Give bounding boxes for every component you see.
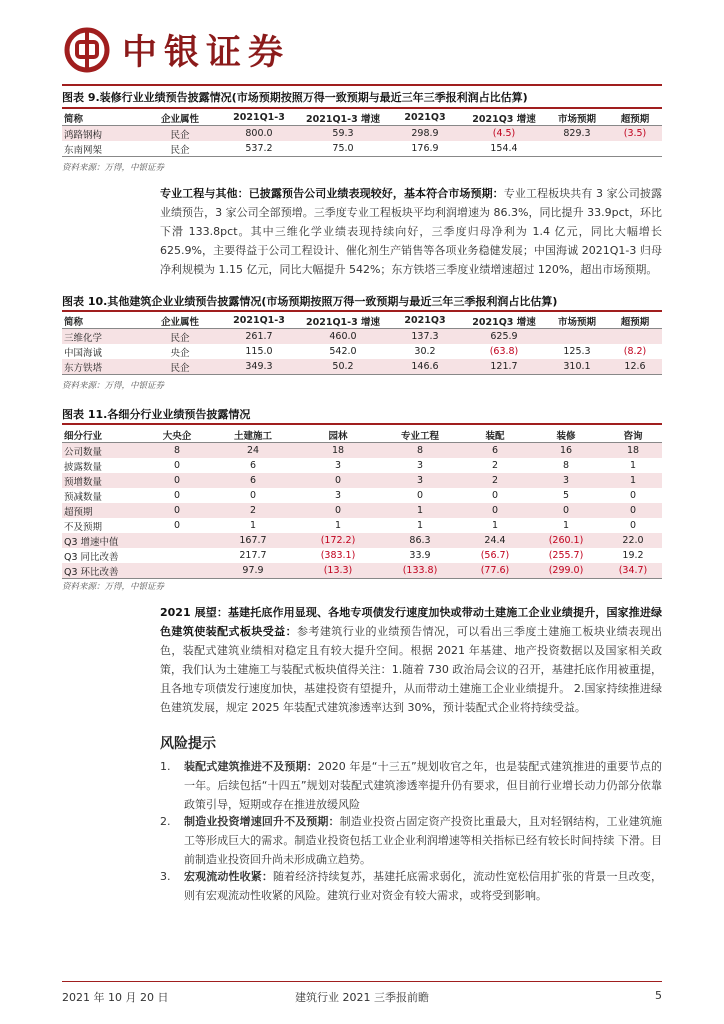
cell: 3	[334, 460, 342, 471]
cell: 0	[491, 490, 499, 501]
table-row	[62, 548, 662, 563]
table-row	[62, 518, 662, 533]
fig9-table	[62, 110, 662, 157]
risk-lead: 装配式建筑推进不及预期：	[184, 760, 318, 773]
cell: (13.3)	[298, 563, 378, 579]
cell: 16	[528, 443, 604, 459]
cell: 24	[208, 443, 298, 459]
cell: 137.3	[388, 329, 462, 345]
cell: 0	[173, 490, 181, 501]
cell: 3	[416, 460, 424, 471]
cell: 0	[146, 473, 208, 488]
col-header: 简称	[62, 313, 140, 329]
table-row	[62, 563, 662, 579]
fig11-rule	[62, 423, 662, 425]
cell: 176.9	[388, 141, 462, 157]
fig11-source: 资料来源：万得，中银证券	[62, 582, 165, 592]
cell: 1	[378, 503, 462, 518]
col-header: 2021Q3 增速	[462, 313, 546, 329]
table-row	[62, 533, 662, 548]
cell: 1	[416, 520, 424, 531]
cell: 8	[378, 443, 462, 459]
cell: 1	[491, 520, 499, 531]
col-header: 咨询	[604, 427, 662, 443]
cell	[146, 533, 208, 548]
cell: (34.7)	[604, 563, 662, 579]
col-header: 大央企	[146, 427, 208, 443]
cell: 30.2	[414, 346, 436, 357]
col-header: 2021Q3	[388, 110, 462, 126]
fig10-source: 资料来源：万得，中银证券	[62, 381, 165, 391]
fig9-title: 图表 9.装修行业业绩预告披露情况(市场预期按照万得一致预期与最近三年三季报利润占比估算)	[62, 91, 528, 104]
cell: 东方铁塔	[62, 359, 140, 375]
cell: 0	[173, 460, 181, 471]
fig11-table	[62, 427, 662, 579]
col-header: 细分行业	[62, 427, 146, 443]
fig11-title: 图表 11.各细分行业业绩预告披露情况	[62, 408, 251, 421]
cell	[608, 141, 662, 157]
header-rule	[62, 84, 662, 86]
paragraph-lead: 专业工程与其他：已披露预告公司业绩表现较好，基本符合市场预期：	[160, 187, 504, 200]
cell: 预增数量	[62, 473, 146, 488]
col-header: 2021Q1-3 增速	[298, 313, 388, 329]
col-header: 2021Q3	[388, 313, 462, 329]
cell: (133.8)	[378, 563, 462, 579]
cell: 167.7	[208, 533, 298, 548]
cell: (3.5)	[608, 126, 662, 142]
cell: (255.7)	[548, 550, 584, 561]
col-header: 园林	[298, 427, 378, 443]
col-header: 市场预期	[546, 313, 608, 329]
col-header: 超预期	[608, 313, 662, 329]
footer-title: 建筑行业 2021 三季报前瞻	[295, 991, 429, 1004]
cell	[146, 563, 208, 579]
cell: 0	[249, 490, 257, 501]
risk-text: 2020 年是“十三五”规划收官之年，也是装配式建筑推进的重要节点的一年。后续包括“十四五”规划对装配式建筑渗透率提升仍有要求，但目前行业增长动力仍部分依靠政策引导，短期或存在推进放缓风险	[184, 760, 663, 811]
table-row	[62, 344, 662, 359]
cell: 800.0	[220, 126, 298, 142]
company-logo	[64, 26, 290, 74]
risk-text: 制造业投资占固定资产投资比重最大，且对轻钢结构，工业建筑施工等形成巨大的需求。制造业投资包括工业企业利润增速等相关指标已经有较长时间持续 下滑。目前制造业投资回升尚未形成确立趋势。	[184, 815, 663, 866]
cell: 民企	[140, 126, 220, 142]
col-header: 2021Q1-3	[220, 313, 298, 329]
table-row	[62, 503, 662, 518]
col-header: 2021Q1-3	[220, 110, 298, 126]
risk-text: 随着经济持续复苏，基建托底需求弱化，流动性宽松信用扩张的背景一旦改变，则有宏观流动性收紧的风险。建筑行业对资金有较大需求，或将受到影响。	[184, 870, 662, 902]
cell	[546, 329, 608, 345]
cell	[546, 141, 608, 157]
fig9-rule	[62, 107, 662, 109]
cell: 2	[208, 503, 298, 518]
cell: 0	[528, 503, 604, 518]
specialty-engineering-paragraph	[160, 184, 662, 279]
cell: 18	[604, 443, 662, 459]
cell: 不及预期	[64, 521, 103, 533]
cell: 披露数量	[64, 461, 103, 473]
cell: 0	[173, 520, 181, 531]
cell: 3	[528, 473, 604, 488]
cell: 12.6	[608, 359, 662, 375]
cell: 33.9	[409, 550, 431, 561]
col-header: 超预期	[608, 110, 662, 126]
cell: 1	[249, 520, 257, 531]
table-row	[62, 329, 662, 345]
fig10-title: 图表 10.其他建筑企业业绩预告披露情况(市场预期按照万得一致预期与最近三年三季报利润占比估算)	[62, 295, 558, 308]
risk-lead: 制造业投资增速回升不及预期：	[184, 815, 340, 828]
cell: 3	[334, 490, 342, 501]
cell: 预减数量	[64, 491, 103, 503]
paragraph-lead: 2021 展望：基建托底作用显现、各地专项债发行速度加快或带动土建施工企业业绩提升，国家推进绿色建筑使装配式板块受益：	[160, 606, 662, 638]
cell: 19.2	[622, 550, 644, 561]
risk-heading: 风险提示	[160, 736, 216, 752]
cell: 625.9	[462, 329, 546, 345]
fig10-table	[62, 313, 662, 375]
col-header: 2021Q3 增速	[462, 110, 546, 126]
cell: (299.0)	[528, 563, 604, 579]
col-header: 简称	[62, 110, 140, 126]
cell: 6	[208, 473, 298, 488]
risk-lead: 宏观流动性收紧：	[184, 870, 273, 883]
cell: 8	[562, 460, 570, 471]
page-number: 5	[655, 989, 662, 1002]
cell: 6	[462, 443, 528, 459]
cell: 东南网架	[62, 141, 140, 157]
cell: 59.3	[298, 126, 388, 142]
cell: 0	[629, 490, 637, 501]
risk-number: 1.	[160, 760, 171, 773]
risk-number: 3.	[160, 870, 171, 883]
cell: (63.8)	[489, 346, 519, 357]
cell: 民企	[140, 359, 220, 375]
cell: 125.3	[563, 346, 591, 357]
risk-item	[160, 812, 662, 869]
risk-item	[160, 757, 662, 814]
cell: 154.4	[462, 141, 546, 157]
cell: Q3 环比改善	[62, 563, 146, 579]
cell: 0	[604, 503, 662, 518]
cell: 2	[491, 460, 499, 471]
cell: 146.6	[388, 359, 462, 375]
cell: 542.0	[329, 346, 357, 357]
cell: 115.0	[245, 346, 273, 357]
cell: 3	[378, 473, 462, 488]
footer-date: 2021 年 10 月 20 日	[62, 991, 169, 1004]
cell: 0	[462, 503, 528, 518]
risk-item	[160, 867, 662, 905]
cell: 310.1	[546, 359, 608, 375]
fig9-source: 资料来源：万得，中银证券	[62, 163, 165, 173]
cell: 22.0	[604, 533, 662, 548]
cell	[608, 329, 662, 345]
cell: 75.0	[298, 141, 388, 157]
cell: 公司数量	[62, 443, 146, 459]
table-row	[62, 359, 662, 375]
cell: 24.4	[462, 533, 528, 548]
footer-rule	[62, 981, 662, 982]
table-row	[62, 488, 662, 503]
cell: (260.1)	[528, 533, 604, 548]
col-header: 市场预期	[546, 110, 608, 126]
cell: (77.6)	[462, 563, 528, 579]
cell: 97.9	[208, 563, 298, 579]
cell: 829.3	[546, 126, 608, 142]
table-row	[62, 141, 662, 157]
cell: 0	[298, 473, 378, 488]
cell: (56.7)	[480, 550, 510, 561]
cell: 0	[629, 520, 637, 531]
cell: 1	[604, 473, 662, 488]
cell: 民企	[140, 329, 220, 345]
cell: 央企	[170, 347, 190, 359]
cell: 86.3	[378, 533, 462, 548]
cell: (383.1)	[320, 550, 356, 561]
cell: 298.9	[388, 126, 462, 142]
cell: 6	[249, 460, 257, 471]
cell: 鸿路钢构	[62, 126, 140, 142]
cell: 2	[462, 473, 528, 488]
cell: 537.2	[220, 141, 298, 157]
col-header: 专业工程	[378, 427, 462, 443]
cell	[146, 548, 208, 563]
col-header: 装配	[462, 427, 528, 443]
fig10-rule	[62, 310, 662, 312]
cell: 349.3	[220, 359, 298, 375]
paragraph-text: 参考建筑行业的业绩预告情况，可以看出三季度土建施工板块业绩表现出色，装配式建筑业绩相对稳定且有较大提升空间。根据 2021 年基建、地产投资数据以及国家相关政策，我们认为土建施工与装配式板块值得关注：1.随着 730 政治局会议的召开，基建托底作用被重提，且各地专项债发行速度加快，基建投资有望提升，从而带动土建施工企业业绩提升。 2.国家持续推进绿色建筑发展，规定 2025 年装配式建筑渗透率达到 30%，预计装配式企业将持续受益。	[160, 625, 663, 714]
risk-number: 2.	[160, 815, 171, 828]
cell: (4.5)	[462, 126, 546, 142]
cell: 8	[146, 443, 208, 459]
cell: 460.0	[298, 329, 388, 345]
cell: 0	[416, 490, 424, 501]
cell: 三维化学	[62, 329, 140, 345]
col-header: 土建施工	[208, 427, 298, 443]
table-row	[62, 458, 662, 473]
cell: 1	[334, 520, 342, 531]
outlook-paragraph	[160, 603, 662, 717]
cell: 中国海诚	[64, 347, 103, 359]
col-header: 2021Q1-3 增速	[298, 110, 388, 126]
cell: 50.2	[298, 359, 388, 375]
cell: 1	[629, 460, 637, 471]
cell: (8.2)	[623, 346, 647, 357]
cell: Q3 同比改善	[64, 551, 119, 563]
cell: 217.7	[239, 550, 267, 561]
table-row	[62, 443, 662, 459]
cell: 5	[562, 490, 570, 501]
cell: 1	[562, 520, 570, 531]
cell: 0	[146, 503, 208, 518]
cell: Q3 增速中值	[62, 533, 146, 548]
col-header: 企业属性	[140, 313, 220, 329]
paragraph-text: 专业工程板块共有 3 家公司披露业绩预告，3 家公司全部预增。三季度专业工程板块平均利润增速为 86.3%，同比提升 33.9pct，环比下滑 133.8pct。其中三维化学业绩表现持续向好，三季度归母净利为 1.4 亿元，同比大幅增长 625.9%，主要得益于公司工程设计、催化剂生产销售等各项业务稳健发展；中国海诚 2021Q1-3 归母净利规模为 1.15 亿元，同比大幅提升 542%；东方铁塔三季度业绩增速超过 120%，超出市场预期。	[160, 187, 663, 276]
cell: 0	[298, 503, 378, 518]
cell: 18	[298, 443, 378, 459]
cell: 261.7	[220, 329, 298, 345]
cell: 121.7	[462, 359, 546, 375]
table-row	[62, 473, 662, 488]
col-header: 装修	[528, 427, 604, 443]
cell: (172.2)	[298, 533, 378, 548]
brand-name: 中银证券	[122, 32, 291, 73]
col-header: 企业属性	[140, 110, 220, 126]
cell: 民企	[140, 141, 220, 157]
table-row	[62, 126, 662, 142]
bank-of-china-logo-icon	[64, 27, 110, 73]
cell: 超预期	[62, 503, 146, 518]
